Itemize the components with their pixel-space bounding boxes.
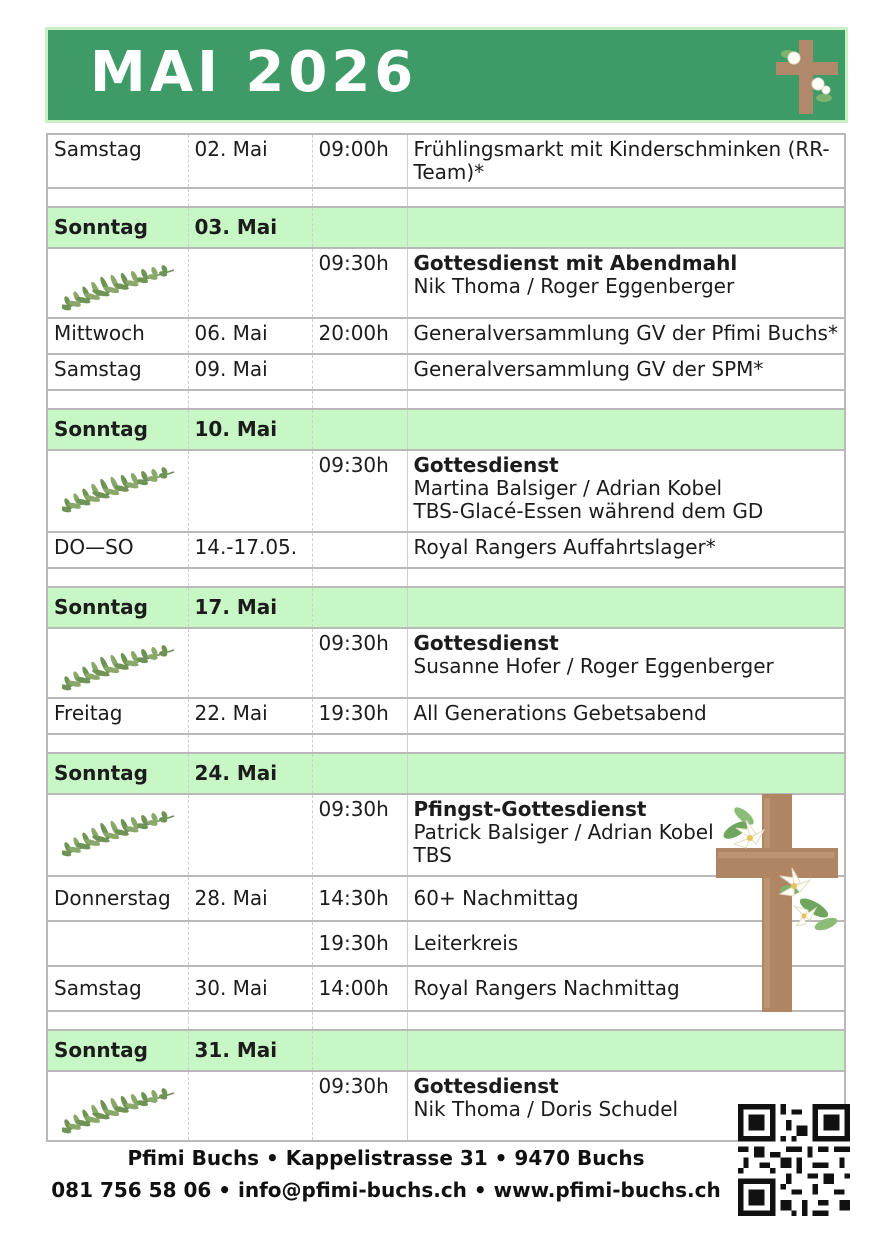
month-title: MAI 2026: [90, 40, 418, 105]
event-cell: [407, 409, 845, 450]
event-cell: [407, 450, 845, 532]
date-cell: [188, 248, 312, 318]
time-cell: 09:30h: [312, 248, 407, 318]
spacer-cell: [47, 390, 188, 409]
event-cell: Royal Rangers Nachmittag: [407, 966, 845, 1011]
footer: [50, 1142, 722, 1206]
spacer-cell: [188, 390, 312, 409]
day-cell: Samstag: [47, 134, 188, 188]
spacer-cell: [188, 568, 312, 587]
service-detail: Patrick Balsiger / Adrian Kobel: [413, 820, 714, 844]
date-cell: [188, 794, 312, 876]
event-cell: [407, 1030, 845, 1071]
date-cell: 28. Mai: [188, 876, 312, 921]
sunday-header-row: [47, 207, 845, 248]
spacer-cell: [407, 734, 845, 753]
spacer-row: [47, 734, 845, 753]
event-cell: Royal Rangers Auffahrtslager*: [407, 532, 845, 568]
date-cell: [188, 628, 312, 698]
spacer-cell: [47, 734, 188, 753]
spacer-cell: [188, 188, 312, 207]
spacer-cell: [47, 568, 188, 587]
sunday-header-row: [47, 1030, 845, 1071]
service-row: [47, 628, 845, 698]
event-cell: [407, 587, 845, 628]
date-cell: 24. Mai: [188, 753, 312, 794]
service-title: Gottesdienst: [413, 453, 559, 477]
service-title: Gottesdienst: [413, 631, 559, 655]
spacer-cell: [312, 734, 407, 753]
event-row: [47, 532, 845, 568]
event-row: [47, 318, 845, 354]
sunday-header-row: [47, 753, 845, 794]
spacer-cell: [188, 734, 312, 753]
fern-leaf-icon: [62, 804, 178, 860]
service-detail: Nik Thoma / Roger Eggenberger: [413, 274, 735, 298]
event-cell: Generalversammlung GV der SPM*: [407, 354, 845, 390]
event-cell: Generalversammlung GV der Pfimi Buchs*: [407, 318, 845, 354]
event-cell: All Generations Gebetsabend: [407, 698, 845, 734]
day-cell: Samstag: [47, 354, 188, 390]
qr-code-icon[interactable]: [738, 1104, 850, 1216]
day-cell: Sonntag: [47, 409, 188, 450]
address-line: Pfimi Buchs • Kappelistrasse 31 • 9470 Buchs: [127, 1146, 645, 1170]
spacer-row: [47, 390, 845, 409]
time-cell: [312, 409, 407, 450]
date-cell: 31. Mai: [188, 1030, 312, 1071]
time-cell: [312, 1030, 407, 1071]
date-cell: 14.-17.05.: [188, 532, 312, 568]
time-cell: 19:30h: [312, 698, 407, 734]
service-row: [47, 248, 845, 318]
date-cell: [188, 921, 312, 966]
spacer-cell: [312, 188, 407, 207]
day-cell: Sonntag: [47, 207, 188, 248]
time-cell: [312, 587, 407, 628]
event-cell: [407, 248, 845, 318]
service-title: Pfingst-Gottesdienst: [413, 797, 647, 821]
time-cell: 09:30h: [312, 794, 407, 876]
time-cell: [312, 354, 407, 390]
day-cell: Freitag: [47, 698, 188, 734]
date-cell: 17. Mai: [188, 587, 312, 628]
service-detail: TBS: [413, 843, 452, 867]
day-cell: Sonntag: [47, 1030, 188, 1071]
event-cell: Leiterkreis: [407, 921, 845, 966]
month-header: [45, 27, 848, 123]
fern-cell: [47, 1071, 188, 1141]
date-cell: 10. Mai: [188, 409, 312, 450]
spacer-cell: [312, 1011, 407, 1030]
cross-with-lilies-icon: [768, 36, 846, 116]
cross-with-lilies-icon: [714, 790, 844, 1014]
spacer-cell: [407, 390, 845, 409]
date-cell: [188, 450, 312, 532]
time-cell: 09:30h: [312, 450, 407, 532]
day-cell: Sonntag: [47, 753, 188, 794]
sunday-header-row: [47, 587, 845, 628]
day-cell: Samstag: [47, 966, 188, 1011]
fern-leaf-icon: [62, 460, 178, 516]
spacer-cell: [312, 568, 407, 587]
service-detail: Nik Thoma / Doris Schudel: [413, 1097, 679, 1121]
spacer-cell: [312, 390, 407, 409]
day-cell: Donnerstag: [47, 876, 188, 921]
time-cell: 09:30h: [312, 628, 407, 698]
time-cell: [312, 207, 407, 248]
fern-leaf-icon: [62, 1081, 178, 1137]
event-cell: [407, 207, 845, 248]
time-cell: 20:00h: [312, 318, 407, 354]
date-cell: 02. Mai: [188, 134, 312, 188]
event-row: [47, 354, 845, 390]
date-cell: 30. Mai: [188, 966, 312, 1011]
spacer-row: [47, 188, 845, 207]
event-cell: 60+ Nachmittag: [407, 876, 845, 921]
day-cell: DO—SO: [47, 532, 188, 568]
time-cell: [312, 532, 407, 568]
date-cell: 22. Mai: [188, 698, 312, 734]
service-detail: Martina Balsiger / Adrian Kobel: [413, 476, 723, 500]
event-row: [47, 698, 845, 734]
event-cell: Frühlingsmarkt mit Kinderschminken (RR-Team)*: [407, 134, 845, 188]
service-detail: Susanne Hofer / Roger Eggenberger: [413, 654, 774, 678]
day-cell: Mittwoch: [47, 318, 188, 354]
service-row: [47, 450, 845, 532]
spacer-cell: [188, 1011, 312, 1030]
sunday-header-row: [47, 409, 845, 450]
date-cell: [188, 1071, 312, 1141]
spacer-cell: [407, 188, 845, 207]
spacer-cell: [407, 568, 845, 587]
event-row: [47, 134, 845, 188]
service-title: Gottesdienst: [413, 1074, 559, 1098]
spacer-cell: [47, 188, 188, 207]
spacer-cell: [47, 1011, 188, 1030]
date-cell: 03. Mai: [188, 207, 312, 248]
time-cell: [312, 753, 407, 794]
spacer-row: [47, 568, 845, 587]
event-cell: [407, 753, 845, 794]
fern-leaf-icon: [62, 258, 178, 314]
time-cell: 09:00h: [312, 134, 407, 188]
date-cell: 06. Mai: [188, 318, 312, 354]
time-cell: 09:30h: [312, 1071, 407, 1141]
fern-cell: [47, 794, 188, 876]
day-cell: [47, 921, 188, 966]
service-title: Gottesdienst mit Abendmahl: [413, 251, 738, 275]
time-cell: 19:30h: [312, 921, 407, 966]
fern-cell: [47, 628, 188, 698]
fern-cell: [47, 248, 188, 318]
service-detail: TBS-Glacé-Essen während dem GD: [413, 499, 764, 523]
time-cell: 14:00h: [312, 966, 407, 1011]
date-cell: 09. Mai: [188, 354, 312, 390]
service-row: [47, 1071, 845, 1141]
day-cell: Sonntag: [47, 587, 188, 628]
event-cell: [407, 628, 845, 698]
time-cell: 14:30h: [312, 876, 407, 921]
contact-line: 081 756 58 06 • info@pfimi-buchs.ch • www.pfimi-buchs.ch: [51, 1178, 721, 1202]
fern-leaf-icon: [62, 638, 178, 694]
fern-cell: [47, 450, 188, 532]
